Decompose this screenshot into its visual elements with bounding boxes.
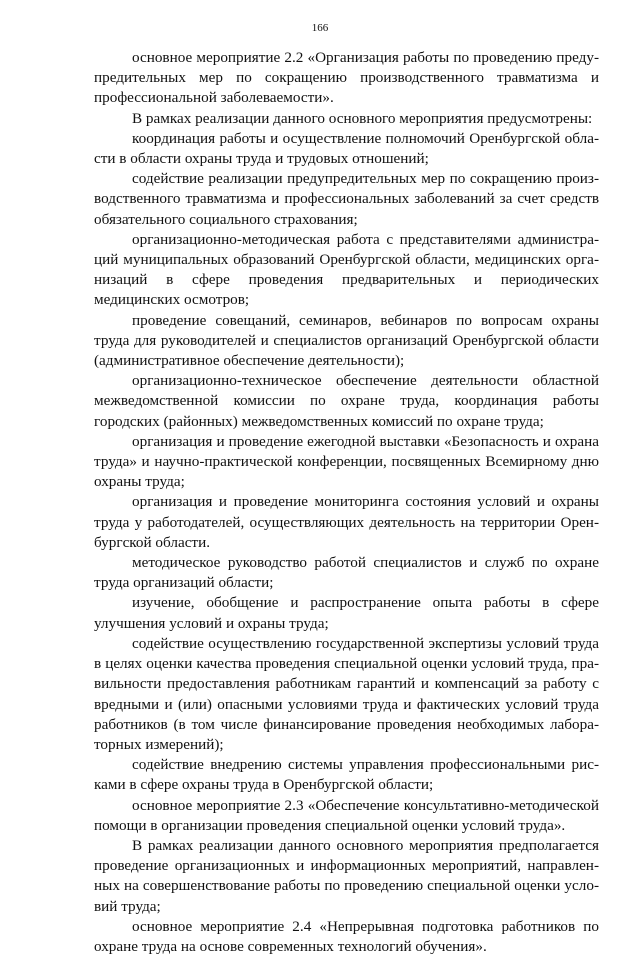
paragraph: организация и проведение мониторинга состояния условий и охраны труда у работодателей, осуществляющих деятельность на территории Оренбургской области.: [94, 493, 599, 551]
paragraph: методическое руководство работой специалистов и служб по охране труда организаций области;: [94, 554, 599, 592]
paragraph: содействие осуществлению государственной экспертизы условий труда в целях оценки качества проведения специальной оценки условий труда, правильности предоставления работникам гарантий и компенсаций за работу с вредными и (или) опасными условиями труда и фактических условий труда работников (в том числе финансирование проведения необходимых лабораторных измерений);: [94, 634, 599, 753]
paragraph: В рамках реализации данного основного мероприятия предусмотрены:: [132, 109, 593, 127]
paragraph: основное мероприятие 2.3 «Обеспечение консультативно-методической помощи в организации проведения специальной оценки условий труда».: [94, 796, 599, 834]
paragraph: В рамках реализации данного основного мероприятия предполагается проведение организационных и информационных мероприятий, направленных на совершенствование работы по проведению специальной оценки условий труда;: [94, 836, 599, 915]
page-number: 166: [311, 22, 329, 34]
paragraph: основное мероприятие 2.4 «Непрерывная подготовка работников по охране труда на основе современных технологий обучения».: [94, 917, 599, 955]
paragraph: содействие реализации предупредительных мер по сокращению производственного травматизма и профессиональных заболеваний за счет средств обязательного социального страхования;: [94, 170, 599, 228]
paragraph: организационно-методическая работа с представителями администраций муниципальных образований Оренбургской области, медицинских организаций в сфере проведения предварительных и периодических медицинских осмотров;: [94, 230, 599, 309]
paragraph: координация работы и осуществление полномочий Оренбургской области в области охраны труда и трудовых отношений;: [94, 129, 599, 168]
paragraph: организация и проведение ежегодной выставки «Безопасность и охрана труда» и научно-практической конференции, посвященных Всемирному дню охраны труда;: [94, 432, 599, 491]
paragraph: содействие внедрению системы управления профессиональными рисками в сфере охраны труда в Оренбургской области;: [94, 756, 599, 794]
document-body: [94, 48, 599, 957]
paragraph: изучение, обобщение и распространение опыта работы в сфере улучшения условий и охраны труда;: [94, 594, 599, 632]
paragraph: организационно-техническое обеспечение деятельности областной межведомственной комиссии по охране труда, координация работы городских (районных) межведомственных комиссий по охране труда;: [94, 372, 599, 430]
paragraph: основное мероприятие 2.2 «Организация работы по проведению предупредительных мер по сокращению производственного травматизма и профессиональной заболеваемости».: [94, 49, 599, 107]
paragraph: проведение совещаний, семинаров, вебинаров по вопросам охраны труда для руководителей и специалистов организаций Оренбургской области (административное обеспечение деятельности);: [94, 311, 599, 370]
